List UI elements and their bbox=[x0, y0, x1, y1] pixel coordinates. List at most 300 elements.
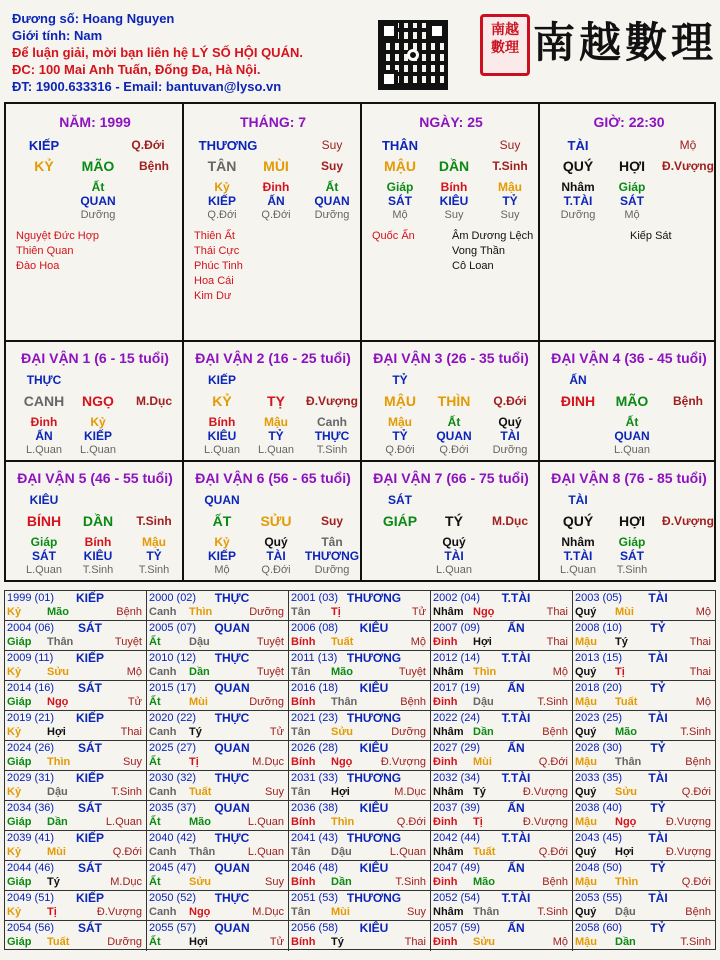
year-stage: Bệnh bbox=[542, 726, 568, 738]
year-cell bbox=[5, 771, 147, 801]
year-branch: Dậu bbox=[189, 636, 210, 648]
year-cell bbox=[431, 741, 573, 771]
year-label: 2024 (26) bbox=[7, 742, 55, 754]
year-branch: Hợi bbox=[473, 636, 492, 648]
luck-hidden-stem: Giáp bbox=[30, 535, 58, 549]
year-cell bbox=[573, 891, 715, 921]
year-stage: Mộ bbox=[552, 666, 568, 678]
year-ten-god: QUAN bbox=[214, 621, 250, 635]
year-stem: Tân bbox=[291, 666, 311, 678]
year-cell bbox=[5, 651, 147, 681]
year-stage: T.Sinh bbox=[395, 876, 426, 888]
year-stem: Kỷ bbox=[7, 846, 22, 858]
year-cell bbox=[147, 831, 289, 861]
year-label: 2029 (31) bbox=[7, 772, 55, 784]
luck-stage: T.Sinh bbox=[136, 514, 172, 528]
year-stage: Tuyệt bbox=[114, 636, 142, 648]
year-ten-god: TỶ bbox=[650, 681, 666, 695]
year-stem: Tân bbox=[291, 726, 311, 738]
year-label: 2025 (27) bbox=[149, 742, 197, 754]
chart-cell bbox=[6, 342, 184, 462]
year-stem: Giáp bbox=[7, 936, 32, 948]
year-label: 2046 (48) bbox=[291, 862, 339, 874]
hidden-stem: Bính bbox=[440, 180, 468, 194]
pillar-stem: KỶ bbox=[34, 158, 54, 174]
year-branch: Mùi bbox=[189, 696, 208, 708]
year-cell bbox=[289, 891, 431, 921]
luck-branch: HỢI bbox=[619, 513, 645, 529]
header-info bbox=[12, 10, 372, 95]
luck-ten-god: ẤN bbox=[569, 373, 587, 387]
luck-title: ĐẠI VẬN 3 (26 - 35 tuổi) bbox=[373, 350, 529, 366]
year-cell bbox=[5, 921, 147, 951]
year-label: 2036 (38) bbox=[291, 802, 339, 814]
pillar-ten-god: KIẾP bbox=[28, 138, 60, 153]
year-label: 2007 (09) bbox=[433, 622, 481, 634]
year-stem: Bính bbox=[291, 636, 316, 648]
luck-hidden-stem: Giáp bbox=[618, 535, 646, 549]
year-label: 2041 (43) bbox=[291, 832, 339, 844]
luck-hidden-stem: Mậu bbox=[142, 535, 166, 549]
luck-stem: CANH bbox=[23, 393, 65, 409]
year-cell bbox=[5, 801, 147, 831]
luck-hidden-stem: Mậu bbox=[264, 415, 288, 429]
year-label: 2027 (29) bbox=[433, 742, 481, 754]
year-stage: Thai bbox=[546, 606, 568, 618]
year-branch: Tý bbox=[615, 636, 628, 648]
year-ten-god: ẤN bbox=[507, 801, 525, 815]
year-branch: Dậu bbox=[473, 696, 494, 708]
year-label: 2051 (53) bbox=[291, 892, 339, 904]
year-stage: Bệnh bbox=[116, 606, 142, 618]
luck-hidden-stem: Kỷ bbox=[214, 535, 230, 549]
year-stage: Bệnh bbox=[685, 756, 711, 768]
year-label: 2037 (39) bbox=[433, 802, 481, 814]
year-branch: Tý bbox=[189, 726, 202, 738]
year-cell bbox=[573, 651, 715, 681]
special-star: Vong Thần bbox=[452, 245, 506, 257]
gender: Giới tính: Nam bbox=[12, 28, 103, 43]
year-stem: Canh bbox=[149, 846, 177, 858]
year-stem: Canh bbox=[149, 606, 177, 618]
year-label: 2015 (17) bbox=[149, 682, 197, 694]
special-star: Thiên Ất bbox=[194, 230, 235, 242]
luck-title: ĐẠI VẬN 7 (66 - 75 tuổi) bbox=[373, 470, 529, 486]
year-label: 2023 (25) bbox=[575, 712, 623, 724]
year-branch: Tị bbox=[615, 666, 625, 678]
hidden-stage: Q.Đới bbox=[261, 209, 291, 221]
year-stage: Mộ bbox=[695, 696, 711, 708]
year-cell bbox=[431, 711, 573, 741]
pillar-stage: Suy bbox=[320, 159, 344, 173]
year-cell bbox=[431, 621, 573, 651]
year-stem: Quý bbox=[575, 726, 597, 738]
year-stage: Tử bbox=[269, 936, 284, 948]
chart-cell bbox=[540, 462, 714, 582]
year-ten-god: TÀI bbox=[648, 651, 668, 665]
year-stage: Dưỡng bbox=[249, 696, 284, 708]
year-cell bbox=[5, 711, 147, 741]
year-ten-god: T.TÀI bbox=[501, 831, 531, 845]
year-stage: Thai bbox=[546, 636, 568, 648]
pillar-title: GIỜ: 22:30 bbox=[593, 114, 665, 130]
year-ten-god: THỰC bbox=[214, 831, 250, 845]
year-stem: Tân bbox=[291, 786, 311, 798]
year-label: 2002 (04) bbox=[433, 592, 481, 604]
year-stem: Kỷ bbox=[7, 906, 22, 918]
year-stem: Nhâm bbox=[433, 846, 464, 858]
year-stage: Dưỡng bbox=[249, 606, 284, 618]
year-label: 2053 (55) bbox=[575, 892, 623, 904]
pillar-stem: MẬU bbox=[384, 158, 416, 174]
luck-stem: GIÁP bbox=[382, 513, 418, 529]
year-cell bbox=[289, 741, 431, 771]
year-label: 2048 (50) bbox=[575, 862, 623, 874]
year-stem: Mậu bbox=[575, 816, 597, 828]
chart-cell bbox=[362, 104, 540, 342]
year-branch: Thân bbox=[473, 906, 500, 918]
luck-hidden-god: TỶ bbox=[392, 429, 408, 443]
pillar-stem: QUÝ bbox=[562, 158, 594, 174]
year-stage: Q.Đới bbox=[112, 846, 142, 858]
special-star: Nguyệt Đức Hợp bbox=[16, 230, 100, 242]
year-stem: Tân bbox=[291, 906, 311, 918]
year-cell bbox=[5, 591, 147, 621]
year-ten-god: KIẾP bbox=[75, 831, 104, 845]
year-cell bbox=[289, 831, 431, 861]
hidden-stage: Dưỡng bbox=[314, 209, 350, 221]
year-ten-god: KIÊU bbox=[359, 861, 389, 875]
hidden-ten-god: SÁT bbox=[388, 194, 412, 208]
year-cell bbox=[573, 771, 715, 801]
year-stem: Đinh bbox=[433, 636, 458, 648]
year-ten-god: ẤN bbox=[507, 861, 525, 875]
luck-hidden-stage: Dưỡng bbox=[314, 564, 350, 576]
year-stage: Thai bbox=[404, 936, 426, 948]
year-label: 2054 (56) bbox=[7, 922, 55, 934]
year-stage: Tuyệt bbox=[256, 636, 284, 648]
year-ten-god: THỰC bbox=[214, 891, 250, 905]
year-stage: Đ.Vượng bbox=[380, 756, 426, 768]
luck-hidden-stage: Mộ bbox=[214, 564, 230, 576]
luck-hidden-stage: Q.Đới bbox=[385, 444, 415, 456]
year-stage: Tử bbox=[411, 606, 426, 618]
year-ten-god: KIẾP bbox=[75, 651, 104, 665]
year-label: 2040 (42) bbox=[149, 832, 197, 844]
year-branch: Tị bbox=[47, 906, 57, 918]
year-stage: Thai bbox=[689, 666, 711, 678]
year-cell bbox=[5, 741, 147, 771]
year-stage: T.Sinh bbox=[537, 906, 568, 918]
year-stem: Ất bbox=[149, 756, 161, 768]
year-cell bbox=[5, 891, 147, 921]
year-ten-god: ẤN bbox=[507, 921, 525, 935]
luck-hidden-stem: Nhâm bbox=[561, 535, 595, 549]
year-label: 2035 (37) bbox=[149, 802, 197, 814]
year-ten-god: THỰC bbox=[214, 591, 250, 605]
year-stem: Kỷ bbox=[7, 726, 22, 738]
year-stem: Quý bbox=[575, 846, 597, 858]
year-stem: Ất bbox=[149, 876, 161, 888]
year-branch: Mùi bbox=[47, 846, 66, 858]
luck-hidden-stage: L.Quan bbox=[435, 564, 473, 576]
year-branch: Tuất bbox=[473, 846, 496, 858]
luck-branch: THÌN bbox=[437, 393, 471, 409]
hidden-stem: Đinh bbox=[262, 180, 290, 194]
owner-name: Đương số: Hoang Nguyen bbox=[12, 11, 175, 26]
hidden-stage: Suy bbox=[500, 209, 520, 221]
year-branch: Mão bbox=[189, 816, 211, 828]
year-branch: Dần bbox=[47, 816, 68, 828]
year-label: 2018 (20) bbox=[575, 682, 623, 694]
luck-hidden-god: KIÊU bbox=[83, 549, 113, 563]
year-label: 2043 (45) bbox=[575, 832, 623, 844]
special-star: Kim Dư bbox=[194, 290, 232, 302]
year-branch: Dần bbox=[331, 876, 352, 888]
year-cell bbox=[431, 681, 573, 711]
pillar-stage: Đ.Vượng bbox=[662, 159, 714, 173]
pillar-ten-god: TÀI bbox=[567, 138, 589, 153]
year-stage: M.Dục bbox=[394, 786, 426, 798]
year-branch: Thân bbox=[331, 696, 358, 708]
year-ten-god: THƯƠNG bbox=[346, 711, 402, 725]
luck-hidden-stage: L.Quan bbox=[25, 564, 63, 576]
luck-hidden-stage: L.Quan bbox=[25, 444, 63, 456]
year-label: 2026 (28) bbox=[291, 742, 339, 754]
year-label: 2021 (23) bbox=[291, 712, 339, 724]
luck-stage: Đ.Vượng bbox=[662, 514, 714, 528]
chart-cell bbox=[540, 342, 714, 462]
year-ten-god: TÀI bbox=[648, 711, 668, 725]
year-cell bbox=[573, 711, 715, 741]
luck-ten-god: KIẾP bbox=[207, 373, 237, 387]
year-label: 2012 (14) bbox=[433, 652, 481, 664]
luck-stem: BÍNH bbox=[26, 513, 62, 529]
luck-hidden-stem: Tân bbox=[321, 535, 343, 549]
luck-stage: M.Dục bbox=[492, 514, 528, 528]
year-label: 2011 (13) bbox=[291, 652, 338, 664]
year-cell bbox=[289, 681, 431, 711]
year-ten-god: KIẾP bbox=[75, 591, 104, 605]
year-stage: L.Quan bbox=[389, 846, 426, 858]
luck-hidden-god: KIÊU bbox=[207, 429, 237, 443]
year-cell bbox=[431, 771, 573, 801]
year-stem: Giáp bbox=[7, 876, 32, 888]
year-ten-god: TỶ bbox=[650, 741, 666, 755]
pillar-branch: DẦN bbox=[438, 158, 470, 174]
year-stage: Q.Đới bbox=[538, 846, 568, 858]
year-branch: Sửu bbox=[473, 936, 496, 948]
luck-hidden-god: SÁT bbox=[620, 549, 644, 563]
luck-hidden-god: TÀI bbox=[444, 549, 464, 563]
year-stage: Đ.Vượng bbox=[665, 816, 711, 828]
year-stem: Nhâm bbox=[433, 606, 464, 618]
luck-hidden-stage: T.Sinh bbox=[616, 564, 648, 576]
year-branch: Tuất bbox=[615, 696, 638, 708]
year-stage: Mộ bbox=[126, 666, 142, 678]
luck-hidden-god: KIẾP bbox=[207, 549, 237, 563]
year-label: 2022 (24) bbox=[433, 712, 481, 724]
year-ten-god: KIẾP bbox=[75, 771, 104, 785]
pillar-stage-top: Q.Đới bbox=[131, 138, 165, 152]
hidden-stage: Mộ bbox=[624, 209, 640, 221]
year-stem: Mậu bbox=[575, 876, 597, 888]
year-ten-god: T.TÀI bbox=[501, 891, 531, 905]
year-branch: Tý bbox=[47, 876, 60, 888]
luck-hidden-stem: Quý bbox=[264, 535, 288, 549]
pillar-title: NĂM: 1999 bbox=[59, 114, 131, 130]
hidden-stem: Giáp bbox=[386, 180, 414, 194]
year-cell bbox=[573, 861, 715, 891]
luck-branch: NGỌ bbox=[82, 393, 114, 409]
year-stem: Nhâm bbox=[433, 786, 464, 798]
year-stage: Dưỡng bbox=[391, 726, 426, 738]
year-stem: Canh bbox=[149, 906, 177, 918]
year-cell bbox=[289, 861, 431, 891]
luck-stage: Bệnh bbox=[673, 394, 703, 408]
year-label: 2055 (57) bbox=[149, 922, 197, 934]
special-star: Âm Dương Lệch bbox=[452, 230, 534, 242]
year-branch: Mão bbox=[615, 726, 637, 738]
year-cell bbox=[5, 621, 147, 651]
year-cell bbox=[431, 591, 573, 621]
pillar-stage: T.Sinh bbox=[492, 159, 528, 173]
year-stage: Suy bbox=[123, 756, 142, 768]
year-stem: Ất bbox=[149, 636, 161, 648]
luck-hidden-stage: L.Quan bbox=[559, 564, 597, 576]
hidden-ten-god: ẤN bbox=[267, 194, 285, 208]
luck-hidden-god: SÁT bbox=[32, 549, 56, 563]
luck-stem: MẬU bbox=[384, 393, 416, 409]
year-branch: Tý bbox=[331, 936, 344, 948]
pillar-stage-top: Suy bbox=[499, 138, 521, 152]
luck-hidden-stage: Dưỡng bbox=[492, 444, 528, 456]
year-branch: Dần bbox=[189, 666, 210, 678]
year-stem: Đinh bbox=[433, 936, 458, 948]
year-label: 2057 (59) bbox=[433, 922, 481, 934]
year-cell bbox=[147, 891, 289, 921]
luck-hidden-stage: Q.Đới bbox=[439, 444, 469, 456]
luck-hidden-stage: L.Quan bbox=[203, 444, 241, 456]
year-stem: Mậu bbox=[575, 636, 597, 648]
year-cell bbox=[289, 711, 431, 741]
year-label: 2028 (30) bbox=[575, 742, 623, 754]
year-stage: Bệnh bbox=[400, 696, 426, 708]
luck-hidden-stage: T.Sinh bbox=[138, 564, 170, 576]
luck-stage: Q.Đới bbox=[493, 394, 527, 408]
luck-hidden-god: TỶ bbox=[268, 429, 284, 443]
year-stem: Mậu bbox=[575, 936, 597, 948]
luck-title: ĐẠI VẬN 2 (16 - 25 tuổi) bbox=[195, 350, 351, 366]
year-stage: Q.Đới bbox=[681, 876, 711, 888]
year-branch: Sửu bbox=[189, 876, 212, 888]
year-cell bbox=[5, 831, 147, 861]
year-label: 2003 (05) bbox=[575, 592, 623, 604]
year-stage: T.Sinh bbox=[680, 936, 711, 948]
luck-hidden-stem: Bính bbox=[208, 415, 236, 429]
year-stem: Ất bbox=[149, 936, 161, 948]
year-stage: Bệnh bbox=[542, 876, 568, 888]
year-branch: Hợi bbox=[615, 846, 634, 858]
year-branch: Thìn bbox=[331, 816, 355, 828]
year-cell bbox=[289, 651, 431, 681]
chart-cell bbox=[6, 104, 184, 342]
hidden-stem: Nhâm bbox=[561, 180, 595, 194]
year-stage: Đ.Vượng bbox=[665, 846, 711, 858]
luck-hidden-stem: Canh bbox=[317, 415, 347, 429]
chart-cell bbox=[362, 462, 540, 582]
year-stem: Nhâm bbox=[433, 906, 464, 918]
year-ten-god: KIẾP bbox=[75, 711, 104, 725]
year-ten-god: THỰC bbox=[214, 651, 250, 665]
year-ten-god: THƯƠNG bbox=[346, 591, 402, 605]
hidden-stage: Q.Đới bbox=[207, 209, 237, 221]
year-stem: Nhâm bbox=[433, 726, 464, 738]
year-branch: Tị bbox=[331, 606, 341, 618]
year-cell bbox=[431, 921, 573, 951]
year-label: 2020 (22) bbox=[149, 712, 197, 724]
seal-logo: 南越 數理 bbox=[480, 14, 530, 76]
year-stem: Đinh bbox=[433, 696, 458, 708]
year-branch: Ngọ bbox=[47, 696, 69, 708]
hidden-stem: Kỷ bbox=[214, 180, 230, 194]
luck-stem: QUÝ bbox=[562, 513, 594, 529]
year-cell bbox=[573, 831, 715, 861]
year-stage: Thai bbox=[689, 636, 711, 648]
hidden-stem: Mậu bbox=[498, 180, 522, 194]
year-stage: Tuyệt bbox=[398, 666, 426, 678]
year-branch: Mão bbox=[331, 666, 353, 678]
luck-title: ĐẠI VẬN 4 (36 - 45 tuổi) bbox=[551, 350, 707, 366]
year-label: 1999 (01) bbox=[7, 592, 55, 604]
year-stem: Ất bbox=[149, 816, 161, 828]
year-label: 2000 (02) bbox=[149, 592, 197, 604]
year-cell bbox=[573, 621, 715, 651]
year-ten-god: QUAN bbox=[214, 801, 250, 815]
year-ten-god: QUAN bbox=[214, 861, 250, 875]
year-label: 2030 (32) bbox=[149, 772, 197, 784]
year-stem: Đinh bbox=[433, 876, 458, 888]
year-ten-god: QUAN bbox=[214, 741, 250, 755]
year-ten-god: QUAN bbox=[214, 681, 250, 695]
chart-grid bbox=[4, 102, 716, 582]
year-cell bbox=[147, 771, 289, 801]
year-ten-god: KIÊU bbox=[359, 741, 389, 755]
year-cell bbox=[289, 921, 431, 951]
year-ten-god: SÁT bbox=[78, 861, 102, 875]
year-stage: Dưỡng bbox=[107, 936, 142, 948]
year-cell bbox=[289, 771, 431, 801]
year-branch: Mùi bbox=[473, 756, 492, 768]
year-ten-god: ẤN bbox=[507, 741, 525, 755]
hidden-ten-god: TỶ bbox=[502, 194, 518, 208]
year-branch: Sửu bbox=[615, 786, 638, 798]
year-stage: L.Quan bbox=[105, 816, 142, 828]
hidden-stage: Dưỡng bbox=[560, 209, 596, 221]
phone-email: ĐT: 1900.633316 - Email: bantuvan@lyso.vn bbox=[12, 79, 282, 94]
luck-ten-god: TÀI bbox=[568, 493, 588, 507]
year-ten-god: TỶ bbox=[650, 921, 666, 935]
year-label: 2005 (07) bbox=[149, 622, 197, 634]
year-stem: Bính bbox=[291, 936, 316, 948]
year-stem: Quý bbox=[575, 906, 597, 918]
year-stem: Tân bbox=[291, 846, 311, 858]
luck-hidden-stem: Quý bbox=[498, 415, 522, 429]
year-ten-god: T.TÀI bbox=[501, 771, 531, 785]
pillar-title: THÁNG: 7 bbox=[239, 114, 307, 130]
luck-branch: TỴ bbox=[267, 393, 285, 409]
year-ten-god: TỶ bbox=[650, 861, 666, 875]
